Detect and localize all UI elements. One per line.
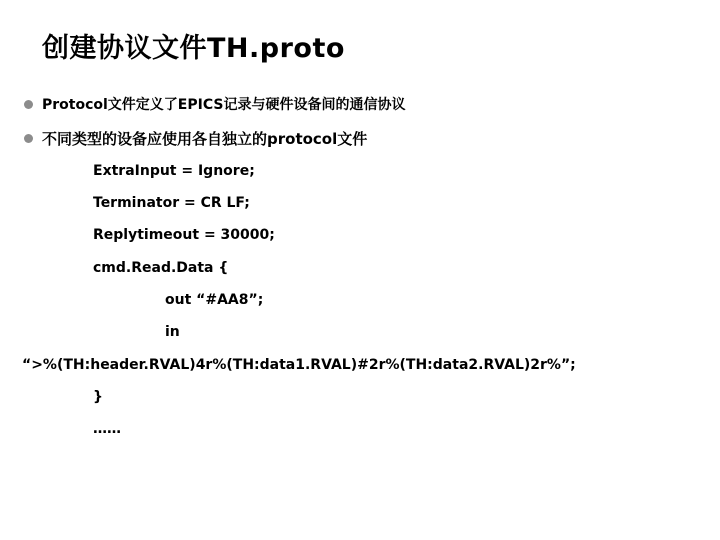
bullet-dot-icon bbox=[24, 100, 33, 109]
bullet-text: Protocol文件定义了EPICS记录与硬件设备间的通信协议 bbox=[42, 97, 406, 113]
code-line: cmd.Read.Data { bbox=[93, 260, 229, 276]
slide-title: 创建协议文件TH.proto bbox=[42, 33, 345, 64]
code-line: “>%(TH:header.RVAL)4r%(TH:data1.RVAL)#2r%(TH:data2.RVAL)2r%”; bbox=[22, 357, 576, 373]
code-line: out “#AA8”; bbox=[165, 292, 264, 308]
code-line: …… bbox=[93, 421, 121, 437]
bullet-item bbox=[24, 94, 405, 114]
code-line: Replytimeout = 30000; bbox=[93, 227, 275, 243]
code-line: Terminator = CR LF; bbox=[93, 195, 250, 211]
bullet-dot-icon bbox=[24, 134, 33, 143]
bullet-text: 不同类型的设备应使用各自独立的protocol文件 bbox=[42, 130, 368, 148]
code-line: ExtraInput = Ignore; bbox=[93, 163, 255, 179]
code-line: in bbox=[165, 324, 180, 340]
code-line: } bbox=[93, 389, 103, 405]
bullet-item bbox=[24, 128, 367, 149]
